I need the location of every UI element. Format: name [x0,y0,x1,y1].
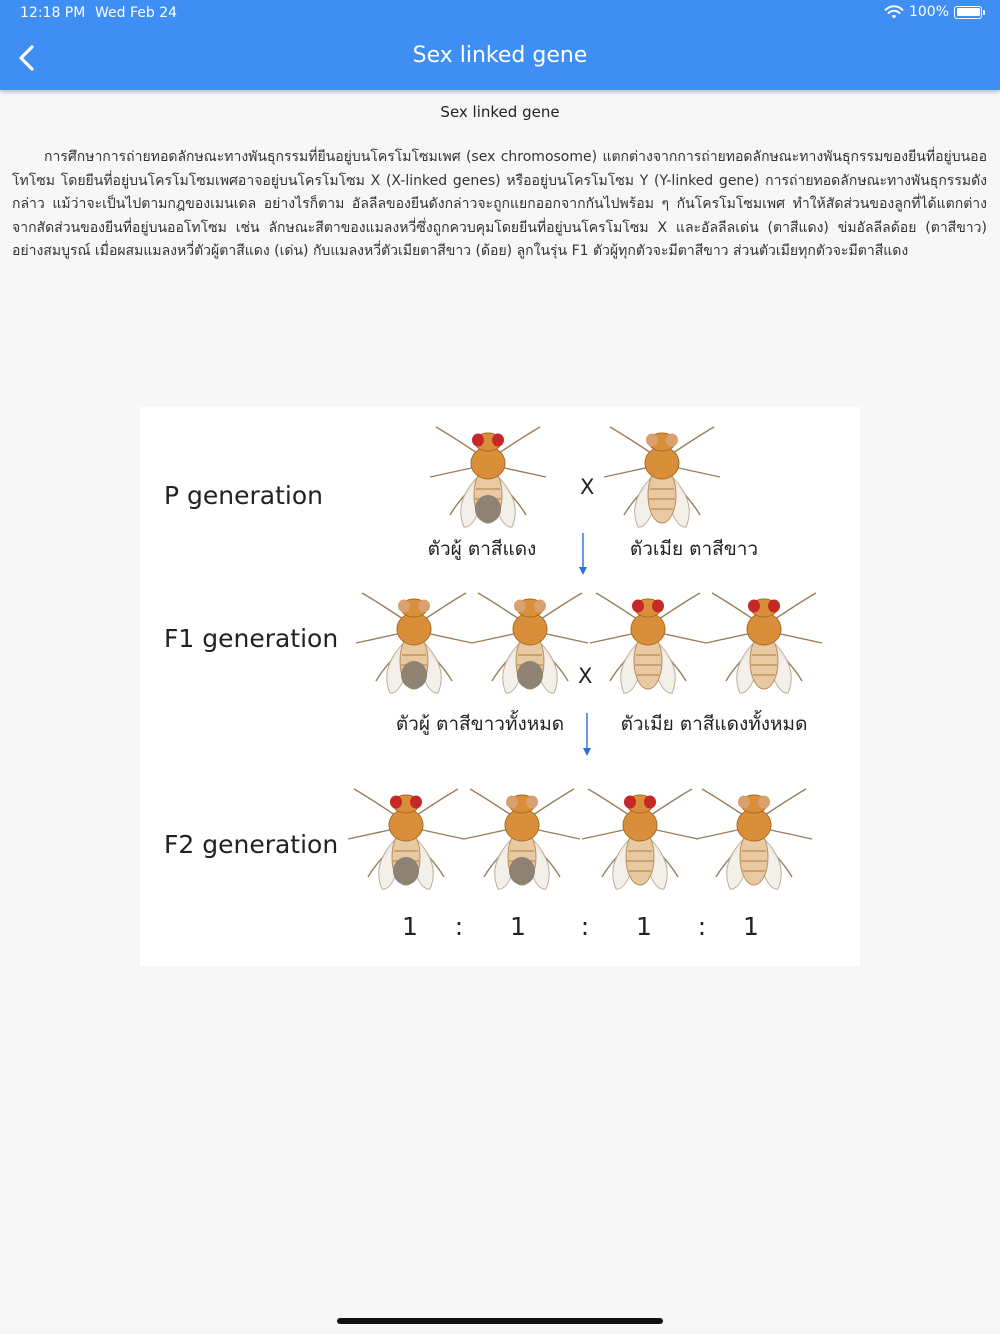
app-header [0,0,1000,90]
f1-female-caption: ตัวเมีย ตาสีแดงทั้งหมด [620,713,808,735]
status-bar [0,0,1000,28]
ratio-separator: : [454,912,464,941]
p-female-caption: ตัวเมีย ตาสีขาว [629,538,759,560]
status-date: Wed Feb 24 [95,5,178,21]
p-male-caption: ตัวผู้ ตาสีแดง [427,538,537,560]
label-f1-generation: F1 generation [164,624,339,653]
f1-male-caption: ตัวผู้ ตาสีขาวทั้งหมด [395,713,565,735]
ratio-separator: : [697,912,707,941]
ratio-value: 1 [402,912,418,941]
content-paragraph: การศึกษาการถ่ายทอดลักษณะทางพันธุกรรมที่ยีนอยู่บนโครโมโซมเพศ (sex chromosome) แตกต่างจากการถ่ายทอดลักษณะทางพันธุกรรมของยีนที่อยู่บนออโทโซม โดยยีนที่อยู่บนโครโมโซมเพศอาจอยู่บนโครโมโซม X (X-linked genes) หรืออยู่บนโครโมโซม Y (Y-linked gene) การถ่ายทอดลักษณะทางพันธุกรรมดังกล่าว แม้ว่าจะเป็นไปตามกฎของเมนเดล อย่างไรก็ตาม อัลลีลของยีนดังกล่าวจะถูกแยกออกจากกันไปพร้อม ๆ กันโครโมโซมเพศ ทำให้สัดส่วนของลูกที่ได้แตกต่างจากสัดส่วนของยีนที่อยู่บนออโทโซม เช่น ลักษณะสีตาของแมลงหวี่ซึ่งถูกควบคุมโดยยีนที่อยู่บนโครโมโซม X และอัลลีลเด่น (ตาสีแดง) ข่มอัลลีลด้อย (ตาสีขาว) อย่างสมบูรณ์ เมื่อผสมแมลงหวี่ตัวผู้ตาสีแดง (เด่น) กับแมลงหวี่ตัวเมียตาสีขาว (ด้อย) ลูกในรุ่น F1 ตัวผู้ทุกตัวจะมีตาสีขาว ส่วนตัวเมียทุกตัวจะมีตาสีแดง [12,149,987,259]
arrow-down-icon [583,713,591,756]
f2-ratio [402,912,759,941]
ratio-value: 1 [636,912,652,941]
fly-f2-red-male [582,789,698,889]
fly-f1-male-2 [472,593,588,693]
label-p-generation: P generation [164,481,323,510]
home-indicator[interactable] [337,1318,663,1324]
cross-symbol-f1: X [578,664,593,688]
wifi-icon [884,4,904,20]
fly-f1-female-2 [706,593,822,693]
ratio-separator: : [580,912,590,941]
inheritance-diagram [140,407,860,966]
ratio-value: 1 [743,912,759,941]
fly-f1-male-1 [356,593,472,693]
inheritance-diagram-svg [140,407,860,966]
arrow-down-icon [579,533,587,575]
fly-p-female [604,427,720,527]
fly-f1-female-1 [590,593,706,693]
battery-percent: 100% [908,4,949,20]
fly-f2-red-female [348,789,464,889]
status-time: 12:18 PM [20,5,86,21]
fly-f2-white-male [464,789,580,889]
cross-symbol-p: X [580,475,595,499]
status-indicators [884,4,982,20]
content-subtitle: Sex linked gene [440,103,560,121]
label-f2-generation: F2 generation [164,830,339,859]
battery-icon [954,6,982,19]
fly-f2-white-female [696,789,812,889]
fly-p-male [430,427,546,527]
ratio-value: 1 [510,912,526,941]
page-title: Sex linked gene [412,43,588,68]
